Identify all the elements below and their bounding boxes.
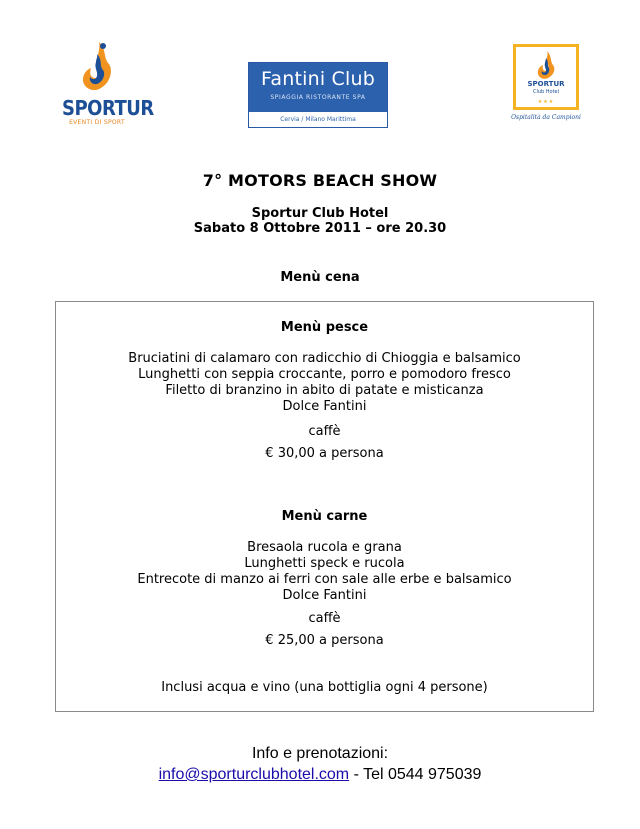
club-hotel-brand: SPORTUR	[527, 80, 565, 88]
menu-pesce-coffee: caffè	[308, 424, 341, 439]
dish: Bresaola rucola e grana	[247, 540, 402, 555]
fantini-club-name: Fantini Club	[260, 68, 375, 90]
dish: Lunghetti con seppia croccante, porro e pomodoro fresco	[138, 367, 511, 382]
sportur-club-hotel-logo	[510, 44, 582, 130]
event-title: 7° MOTORS BEACH SHOW	[202, 171, 438, 190]
fantini-club-logo	[248, 62, 388, 128]
dish: Bruciatini di calamaro con radicchio di Chioggia e balsamico	[128, 351, 521, 366]
email-link[interactable]: info@sporturclubhotel.com	[158, 766, 350, 783]
menu-box	[55, 301, 594, 712]
menu-heading: Menù cena	[280, 270, 360, 285]
info-label: Info e prenotazioni:	[251, 745, 389, 762]
sportur-brand-name: SPORTUR	[62, 96, 154, 121]
menu-carne-price: € 25,00 a persona	[265, 633, 384, 648]
dish: Entrecote di manzo ai ferri con sale alle erbe e balsamico	[137, 572, 512, 587]
sportur-logo	[62, 40, 154, 130]
flame-icon	[77, 40, 117, 98]
menu-carne-dishes	[56, 540, 593, 604]
event-venue: Sportur Club Hotel	[251, 206, 389, 221]
dish: Filetto di branzino in abito di patate e misticanza	[165, 383, 484, 398]
fantini-club-location: Cervia / Milano Marittima	[280, 116, 356, 123]
event-venue-date	[0, 206, 640, 236]
contact-line	[0, 765, 640, 784]
sportur-tagline: EVENTI DI SPORT	[69, 119, 125, 126]
menu-carne-title: Menù carne	[281, 509, 368, 524]
menu-pesce-title: Menù pesce	[280, 320, 369, 335]
drinks-note: Inclusi acqua e vino (una bottiglia ogni 4 persone)	[161, 680, 488, 695]
flame-icon	[533, 50, 559, 80]
event-datetime: Sabato 8 Ottobre 2011 – ore 20.30	[193, 221, 447, 236]
phone-text: - Tel 0544 975039	[349, 766, 482, 783]
club-hotel-stars: ★★★	[537, 99, 555, 105]
menu-carne-coffee: caffè	[308, 611, 341, 626]
menu-pesce-dishes	[56, 351, 593, 415]
dish: Lunghetti speck e rucola	[244, 556, 405, 571]
club-hotel-subname: Club Hotel	[532, 89, 560, 95]
fantini-club-subtitle: SPIAGGIA RISTORANTE SPA	[270, 94, 366, 101]
dish: Dolce Fantini	[282, 399, 367, 414]
dish: Dolce Fantini	[282, 588, 367, 603]
club-hotel-tagline: Ospitalità da Campioni	[511, 114, 581, 121]
menu-pesce-price: € 30,00 a persona	[265, 446, 384, 461]
